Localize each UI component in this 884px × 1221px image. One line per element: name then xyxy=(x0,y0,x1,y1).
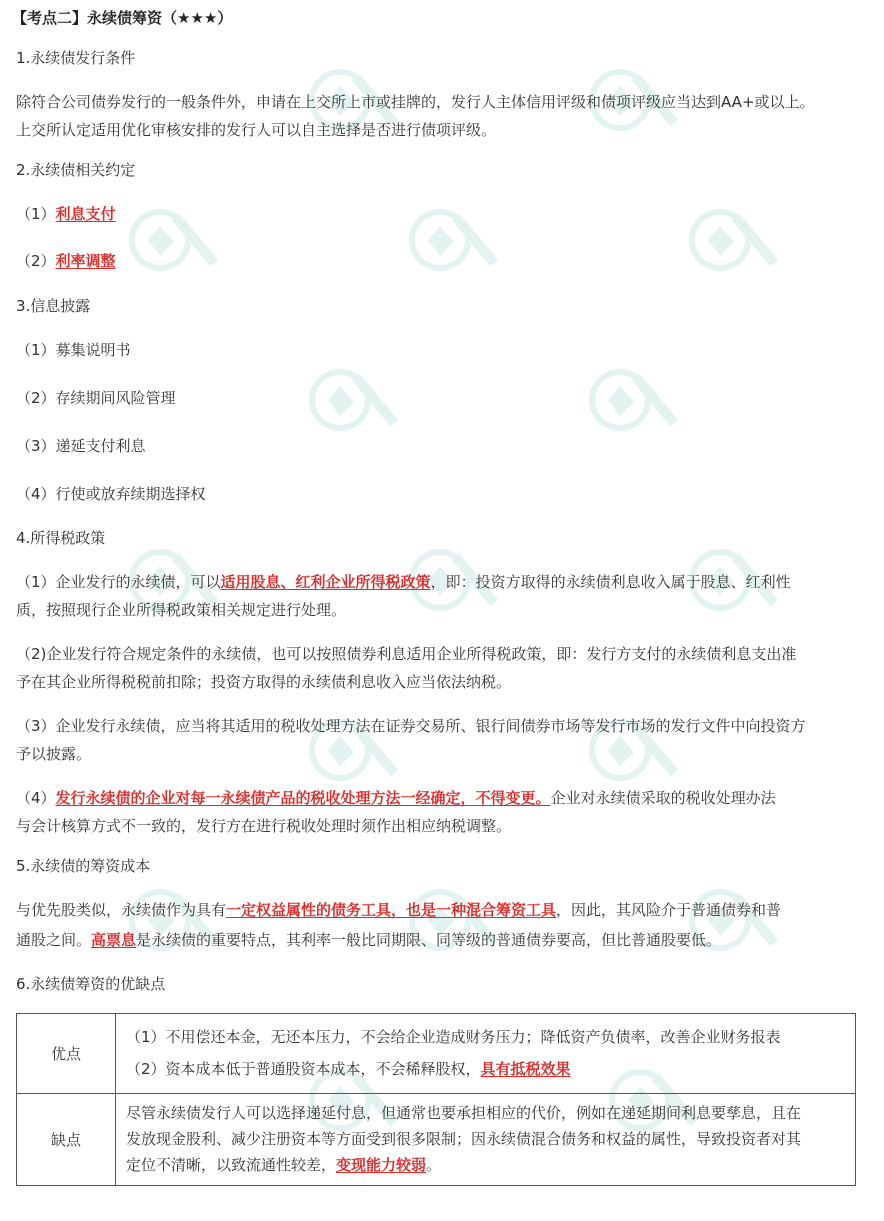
text-run: 。 xyxy=(426,1155,442,1174)
page-title: 【考点二】永续债筹资（★★★） xyxy=(12,9,233,27)
section-2-item-1 xyxy=(16,204,116,224)
logo-watermark-icon xyxy=(580,340,700,460)
section-3-item-2: （2）存续期间风险管理 xyxy=(16,389,176,407)
highlight-hybrid-instrument: 一定权益属性的债务工具，也是一种混合筹资工具 xyxy=(226,901,557,919)
advantage-2 xyxy=(126,1056,847,1082)
highlight-high-coupon: 高票息 xyxy=(91,931,137,949)
disadvantage-line-1: 尽管永续债发行人可以选择递延付息，但通常也要承担相应的代价，例如在递延期间利息要孳息，且在 xyxy=(126,1103,802,1122)
section-5-line-2 xyxy=(16,930,721,950)
section-1-text-line-1: 除符合公司债券发行的一般条件外，申请在上交所上市或挂牌的，发行人主体信用评级和债项评级应当达到AA+或以上。 xyxy=(16,93,815,111)
disadvantages-cell xyxy=(116,1094,856,1186)
section-5-line-1 xyxy=(16,900,781,920)
section-6-heading: 6.永续债筹资的优缺点 xyxy=(16,975,166,993)
logo-watermark-icon xyxy=(120,180,240,300)
disadvantages-label: 缺点 xyxy=(17,1094,116,1186)
section-4-para-4-line-2: 与会计核算方式不一致的，发行方在进行税收处理时须作出相应纳税调整。 xyxy=(16,817,512,835)
section-3-item-1: （1）募集说明书 xyxy=(16,341,131,359)
item-number: （4） xyxy=(16,789,56,807)
item-number: （2） xyxy=(16,252,56,270)
section-5-heading: 5.永续债的筹资成本 xyxy=(16,857,151,875)
section-4-para-1-line-1 xyxy=(16,572,791,592)
text-run: （1）企业发行的永续债，可以 xyxy=(16,573,221,591)
advantages-cell xyxy=(116,1014,856,1094)
text-run: 企业对永续债采取的税收处理办法 xyxy=(550,789,776,807)
disadvantage-line-3 xyxy=(126,1152,847,1178)
highlight-dividend-policy: 适用股息、红利企业所得税政策 xyxy=(220,573,431,591)
highlight-rate-adjustment: 利率调整 xyxy=(55,252,116,270)
logo-watermark-icon xyxy=(400,860,520,980)
advantage-1: （1）不用偿还本金，无还本压力，不会给企业造成财务压力；降低资产负债率，改善企业财务报表 xyxy=(126,1027,781,1046)
section-3-item-4: （4）行使或放弃续期选择权 xyxy=(16,485,206,503)
text-run: 是永续债的重要特点，其利率一般比同期限、同等级的普通债券要高，但比普通股要低。 xyxy=(136,931,722,949)
highlight-interest-payment: 利息支付 xyxy=(55,205,116,223)
section-4-heading: 4.所得税政策 xyxy=(16,529,106,547)
highlight-weak-liquidity: 变现能力较弱 xyxy=(336,1155,427,1174)
section-4-para-1-line-2: 质，按照现行企业所得税政策相关规定进行处理。 xyxy=(16,601,347,619)
section-3-heading: 3.信息披露 xyxy=(16,297,91,315)
pros-cons-table xyxy=(16,1013,856,1186)
text-run: 通股之间。 xyxy=(16,931,92,949)
logo-watermark-icon xyxy=(680,180,800,300)
item-number: （1） xyxy=(16,205,56,223)
section-4-para-4-line-1 xyxy=(16,788,776,808)
highlight-tax-method-fixed: 发行永续债的企业对每一永续债产品的税收处理方法一经确定，不得变更。 xyxy=(55,789,551,807)
text-run: （2）资本成本低于普通股资本成本，不会稀释股权， xyxy=(126,1059,481,1078)
section-1-text-line-2: 上交所认定适用优化审核安排的发行人可以自主选择是否进行债项评级。 xyxy=(16,121,497,139)
text-run: 与优先股类似，永续债作为具有 xyxy=(16,901,227,919)
table-row xyxy=(17,1014,856,1094)
section-2-item-2 xyxy=(16,251,116,271)
section-1-heading: 1.永续债发行条件 xyxy=(16,49,136,67)
text-run: ，因此，其风险介于普通债券和普 xyxy=(556,901,782,919)
table-row xyxy=(17,1094,856,1186)
section-2-heading: 2.永续债相关约定 xyxy=(16,161,136,179)
disadvantage-line-2: 发放现金股利、减少注册资本等方面受到很多限制；因永续债混合债务和权益的属性，导致投资者对其 xyxy=(126,1129,802,1148)
section-4-para-3-line-2: 予以披露。 xyxy=(16,745,92,763)
section-4-para-3-line-1: （3）企业发行永续债，应当将其适用的税收处理方法在证券交易所、银行间债券市场等发行市场的发行文件中向投资方 xyxy=(16,717,806,735)
logo-watermark-icon xyxy=(680,860,800,980)
text-run: ，即：投资方取得的永续债利息收入属于股息、红利性 xyxy=(430,573,791,591)
logo-watermark-icon xyxy=(400,180,520,300)
highlight-tax-shield: 具有抵税效果 xyxy=(480,1059,571,1078)
section-4-para-2-line-1: （2)企业发行符合规定条件的永续债，也可以按照债券利息适用企业所得税政策，即：发行方支付的永续债利息支出准 xyxy=(16,645,797,663)
section-4-para-2-line-2: 予在其企业所得税税前扣除；投资方取得的永续债利息收入应当依法纳税。 xyxy=(16,673,512,691)
section-3-item-3: （3）递延支付利息 xyxy=(16,437,146,455)
advantages-label: 优点 xyxy=(17,1014,116,1094)
logo-watermark-icon xyxy=(120,860,240,980)
text-run: 定位不清晰，以致流通性较差， xyxy=(126,1155,337,1174)
logo-watermark-icon xyxy=(300,340,420,460)
